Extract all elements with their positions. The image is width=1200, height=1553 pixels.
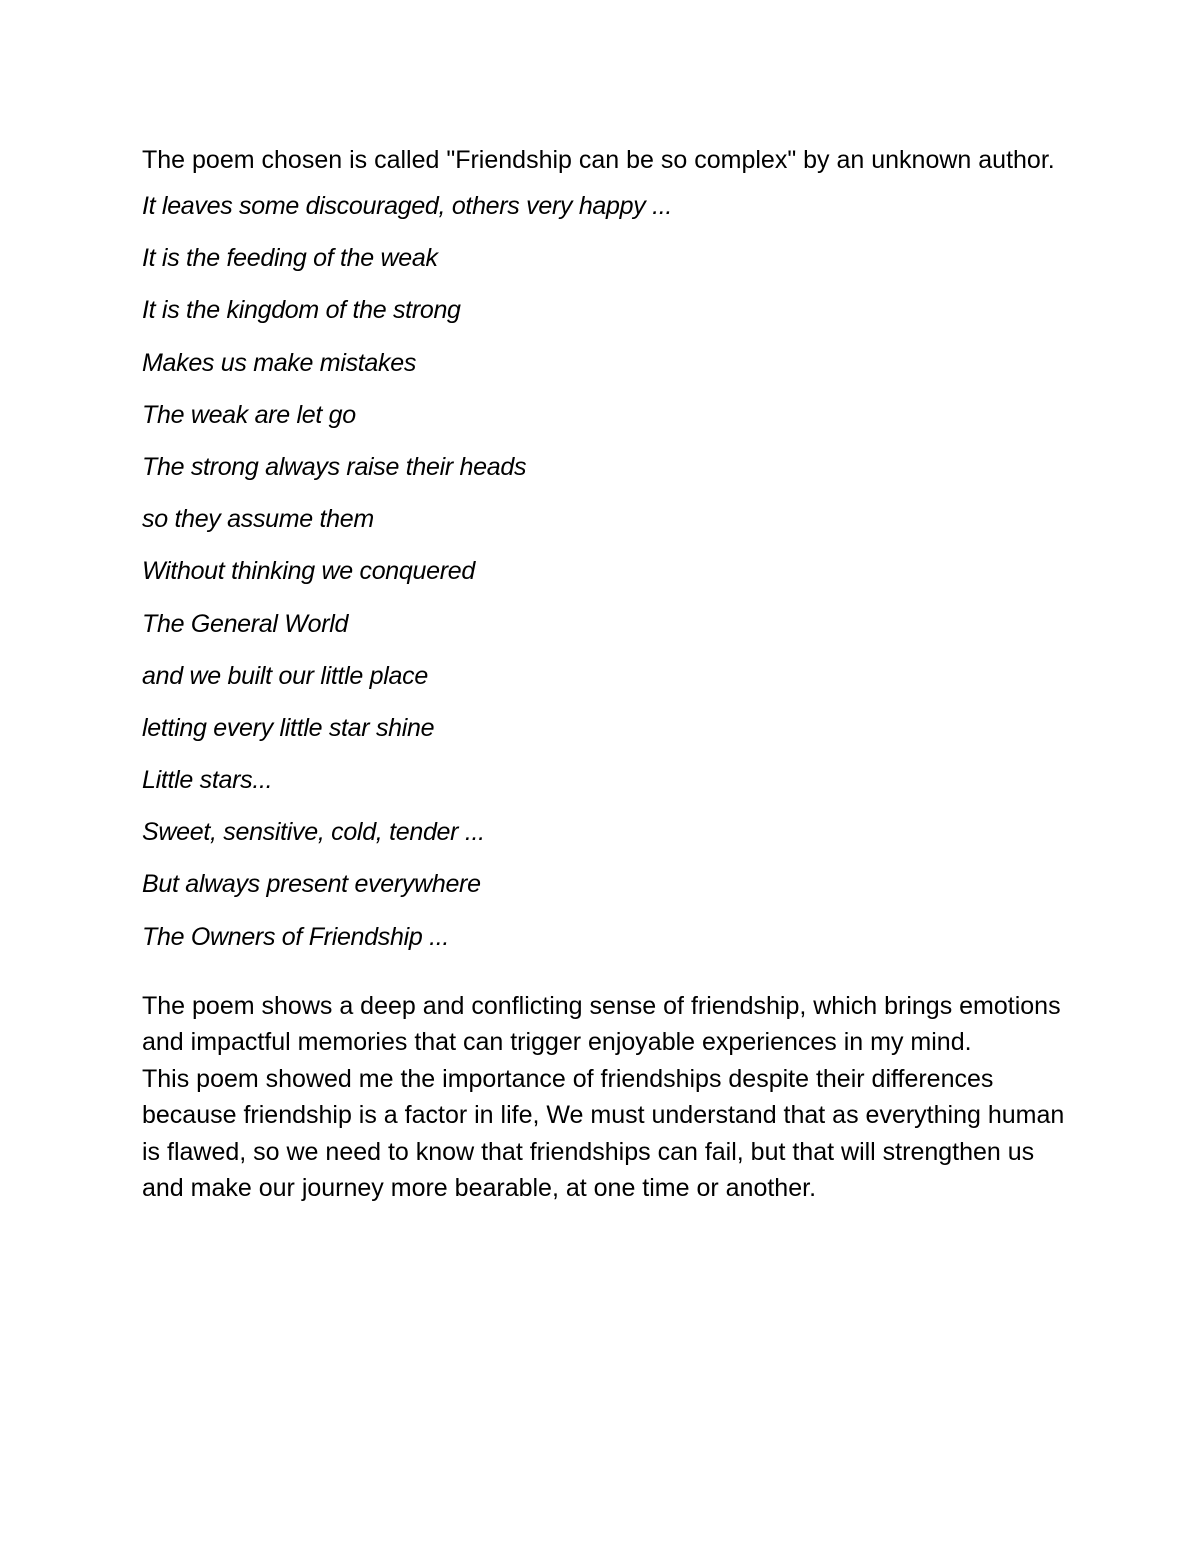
poem-line: But always present everywhere bbox=[142, 870, 481, 899]
poem-line: It leaves some discouraged, others very happy ... bbox=[142, 192, 673, 220]
poem-line: and we built our little place bbox=[142, 661, 428, 690]
poem-line: Without thinking we conquered bbox=[142, 557, 475, 586]
poem-line: letting every little star shine bbox=[142, 713, 435, 742]
reflection-paragraph-2: This poem showed me the importance of friendships despite their differences because friendship is a factor in life, We must understand that as everything human is flawed, so we need to know that friendships can fail, but that will strengthen us and make our journey more bearable, at one time or another. bbox=[142, 1064, 1065, 1203]
poem-line: It is the kingdom of the strong bbox=[142, 296, 461, 325]
poem-line: Sweet, sensitive, cold, tender ... bbox=[142, 818, 485, 847]
intro-paragraph: The poem chosen is called "Friendship can be so complex" by an unknown author. bbox=[142, 146, 1055, 174]
reflection-paragraph-1: The poem shows a deep and conflicting sense of friendship, which brings emotions and impactful memories that can trigger enjoyable experiences in my mind. bbox=[142, 991, 1061, 1057]
poem-line: The General World bbox=[142, 609, 349, 638]
poem-line: The strong always raise their heads bbox=[142, 452, 527, 481]
poem-line: It is the feeding of the weak bbox=[142, 244, 438, 273]
poem-line: The Owners of Friendship ... bbox=[142, 922, 450, 951]
document-page bbox=[142, 141, 1072, 1207]
reflection-section bbox=[142, 988, 1072, 1207]
poem-line: The weak are let go bbox=[142, 400, 356, 429]
poem-line: so they assume them bbox=[142, 505, 374, 534]
poem-line: Makes us make mistakes bbox=[142, 348, 417, 377]
poem-line: Little stars... bbox=[142, 766, 273, 795]
poem-block bbox=[142, 191, 1072, 974]
